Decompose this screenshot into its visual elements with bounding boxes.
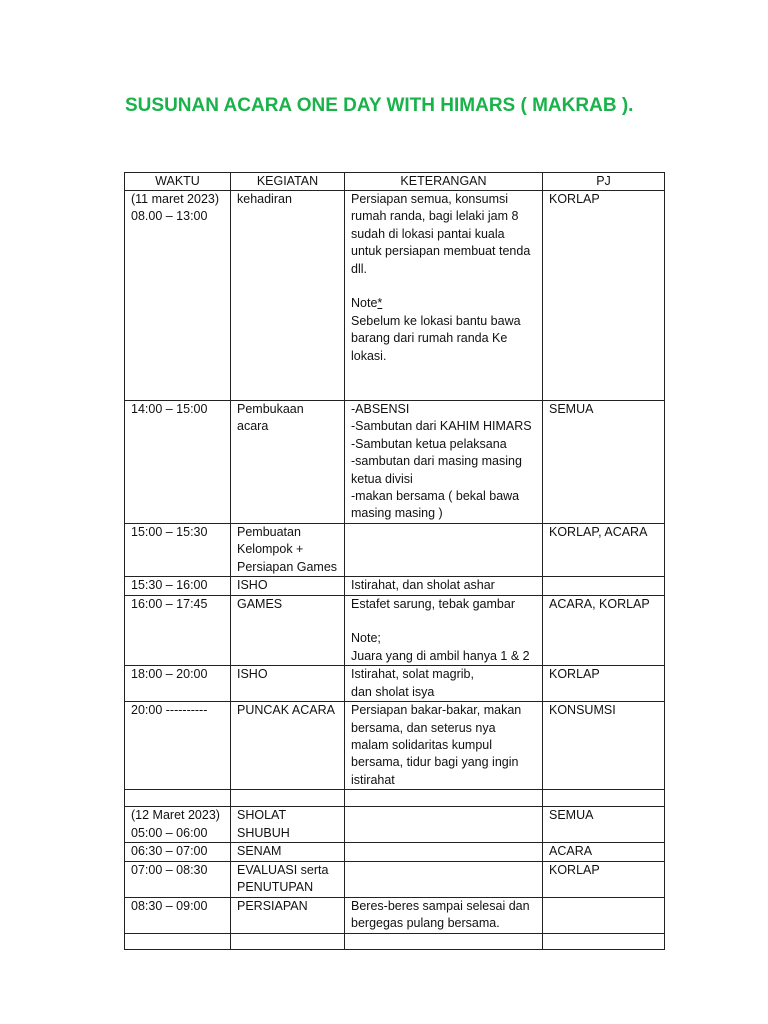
cell-kegiatan: ISHO: [231, 666, 345, 702]
table-row: [125, 807, 665, 843]
header-pj: PJ: [543, 173, 665, 191]
table-row: [125, 702, 665, 790]
cell-pj: ACARA, KORLAP: [543, 595, 665, 666]
cell-pj: ACARA: [543, 843, 665, 861]
cell-pj: [543, 577, 665, 595]
cell-kegiatan: GAMES: [231, 595, 345, 666]
cell-pj: KORLAP, ACARA: [543, 524, 665, 577]
cell-kegiatan: ISHO: [231, 577, 345, 595]
cell-waktu: 06:30 – 07:00: [125, 843, 231, 861]
cell-keterangan: Istirahat, solat magrib, dan sholat isya: [345, 666, 543, 702]
cell-pj: SEMUA: [543, 807, 665, 843]
table-row: [125, 666, 665, 702]
cell-pj: [543, 897, 665, 933]
cell-kegiatan: [231, 933, 345, 949]
cell-pj: KORLAP: [543, 666, 665, 702]
cell-keterangan: [345, 807, 543, 843]
cell-pj: KORLAP: [543, 191, 665, 401]
header-keterangan: KETERANGAN: [345, 173, 543, 191]
cell-pj: [543, 790, 665, 807]
table-row: [125, 191, 665, 401]
cell-kegiatan: kehadiran: [231, 191, 345, 401]
cell-keterangan: [345, 933, 543, 949]
cell-keterangan: [345, 861, 543, 897]
note-mark: *: [377, 296, 383, 311]
note-label: Note: [351, 296, 378, 311]
cell-waktu: 07:00 – 08:30: [125, 861, 231, 897]
cell-pj: KORLAP: [543, 861, 665, 897]
cell-kegiatan: [231, 790, 345, 807]
cell-keterangan: [345, 191, 543, 401]
table-row: [125, 595, 665, 666]
cell-pj: KONSUMSI: [543, 702, 665, 790]
cell-waktu: [125, 933, 231, 949]
cell-keterangan: Persiapan bakar-bakar, makan bersama, dan seterus nya malam solidaritas kumpul bersama, tidur bagi yang ingin istirahat: [345, 702, 543, 790]
cell-waktu: 15:00 – 15:30: [125, 524, 231, 577]
cell-kegiatan: EVALUASI serta PENUTUPAN: [231, 861, 345, 897]
cell-keterangan: Estafet sarung, tebak gambar Note; Juara yang di ambil hanya 1 & 2: [345, 595, 543, 666]
cell-waktu: 18:00 – 20:00: [125, 666, 231, 702]
cell-waktu: 08:30 – 09:00: [125, 897, 231, 933]
cell-keterangan: [345, 524, 543, 577]
cell-waktu: 15:30 – 16:00: [125, 577, 231, 595]
keterangan-text: Persiapan semua, konsumsi rumah randa, bagi lelaki jam 8 sudah di lokasi pantai kuala untuk persiapan membuat tenda dll.: [351, 192, 531, 276]
cell-kegiatan: Pembuatan Kelompok + Persiapan Games: [231, 524, 345, 577]
cell-kegiatan: PERSIAPAN: [231, 897, 345, 933]
cell-keterangan: -ABSENSI -Sambutan dari KAHIM HIMARS -Sambutan ketua pelaksana -sambutan dari masing masing ketua divisi -makan bersama ( bekal bawa masing masing ): [345, 401, 543, 524]
table-row: [125, 843, 665, 861]
table-row: [125, 524, 665, 577]
table-row-empty: [125, 790, 665, 807]
table-header-row: [125, 173, 665, 191]
note-text: Sebelum ke lokasi bantu bawa barang dari rumah randa Ke lokasi.: [351, 313, 521, 363]
table-row: [125, 897, 665, 933]
cell-kegiatan: SHOLAT SHUBUH: [231, 807, 345, 843]
cell-keterangan: [345, 790, 543, 807]
header-kegiatan: KEGIATAN: [231, 173, 345, 191]
table-row: [125, 401, 665, 524]
table-row-empty: [125, 933, 665, 949]
header-waktu: WAKTU: [125, 173, 231, 191]
cell-keterangan: Istirahat, dan sholat ashar: [345, 577, 543, 595]
cell-keterangan: Beres-beres sampai selesai dan bergegas pulang bersama.: [345, 897, 543, 933]
cell-waktu: [125, 790, 231, 807]
cell-kegiatan: PUNCAK ACARA: [231, 702, 345, 790]
cell-pj: [543, 933, 665, 949]
cell-waktu: 20:00 ----------: [125, 702, 231, 790]
cell-waktu: 16:00 – 17:45: [125, 595, 231, 666]
document-title: SUSUNAN ACARA ONE DAY WITH HIMARS ( MAKRAB ).: [125, 95, 634, 116]
cell-pj: SEMUA: [543, 401, 665, 524]
table-row: [125, 861, 665, 897]
cell-kegiatan: Pembukaan acara: [231, 401, 345, 524]
table-row: [125, 577, 665, 595]
cell-keterangan: [345, 843, 543, 861]
cell-waktu: (11 maret 2023) 08.00 – 13:00: [125, 191, 231, 401]
cell-kegiatan: SENAM: [231, 843, 345, 861]
cell-waktu: (12 Maret 2023) 05:00 – 06:00: [125, 807, 231, 843]
schedule-table: [124, 172, 665, 950]
cell-waktu: 14:00 – 15:00: [125, 401, 231, 524]
